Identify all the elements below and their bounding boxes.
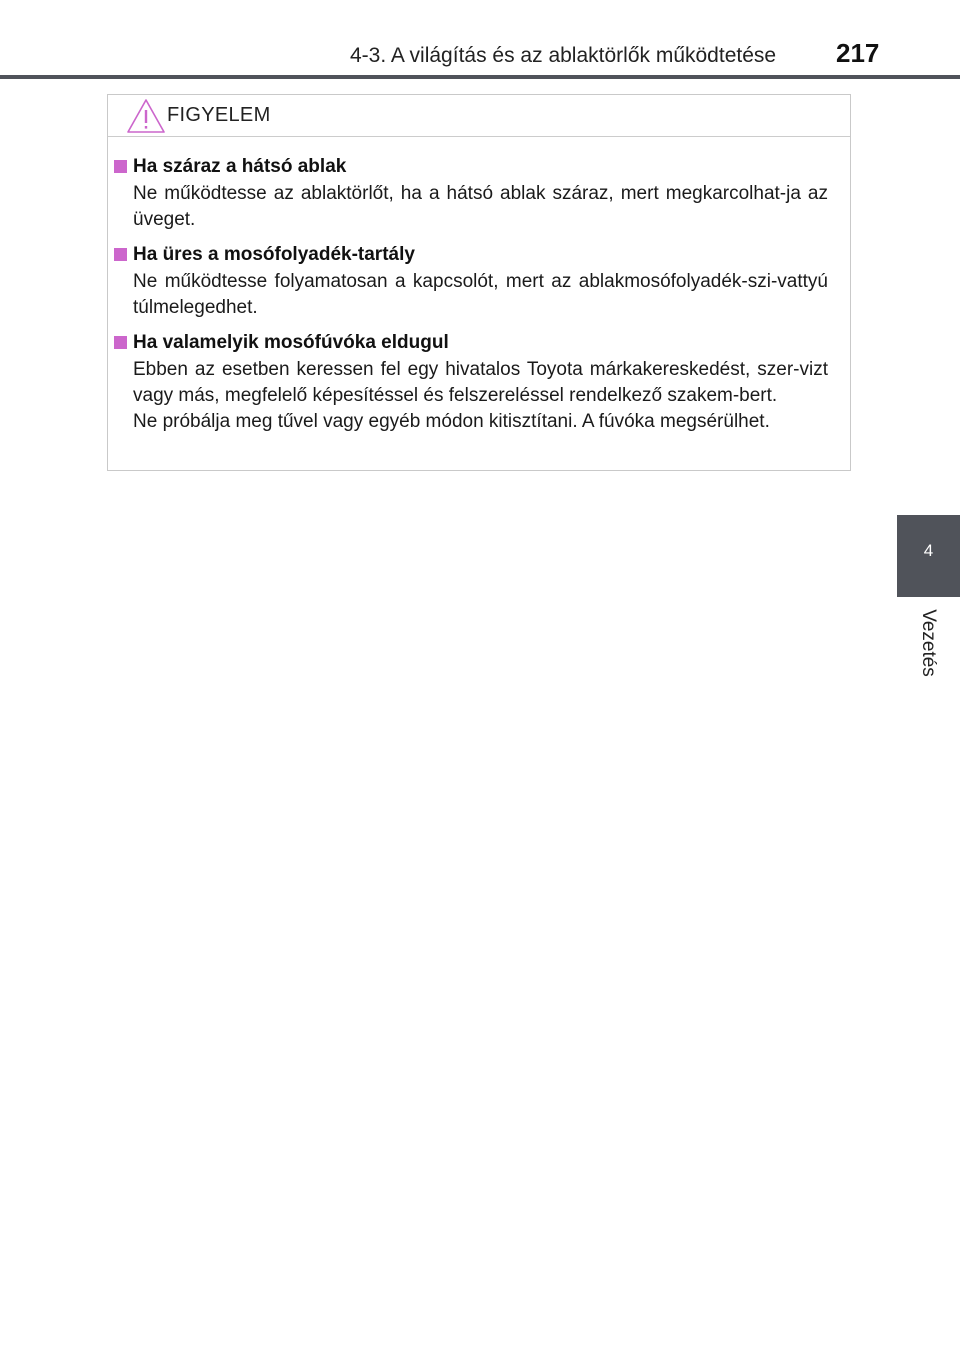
item-paragraph: Ebben az esetben keressen fel egy hivatalos Toyota márkakereskedést, szer-vizt vagy más, megfelelő képesítéssel és felszereléssel rendelkező szakem-bert. — [133, 359, 828, 406]
chapter-number: 4 — [923, 541, 934, 560]
chapter-tab[interactable] — [897, 515, 960, 597]
section-title: 4-3. A világítás és az ablaktörlők működtetése — [350, 44, 777, 67]
page-number: 217 — [836, 38, 880, 68]
item-paragraph: Ne működtesse folyamatosan a kapcsolót, mert az ablakmosófolyadék-szi-vattyú túlmelegedhet. — [133, 271, 828, 318]
warning-triangle-icon — [126, 98, 166, 134]
header-divider — [0, 75, 960, 79]
warning-item — [114, 241, 828, 321]
item-heading-text: Ha üres a mosófolyadék-tartály — [133, 244, 415, 265]
bullet-square-icon — [114, 336, 127, 349]
warning-body — [108, 137, 850, 435]
item-heading — [114, 329, 828, 357]
warning-item — [114, 329, 828, 435]
bullet-square-icon — [114, 160, 127, 173]
bullet-square-icon — [114, 248, 127, 261]
item-heading-text: Ha száraz a hátsó ablak — [133, 156, 347, 177]
item-heading-text: Ha valamelyik mosófúvóka eldugul — [133, 332, 449, 353]
warning-box — [107, 94, 851, 471]
item-paragraph: Ne működtesse az ablaktörlőt, ha a hátsó ablak száraz, mert megkarcolhat-ja az üveget. — [133, 183, 828, 230]
item-heading — [114, 153, 828, 181]
warning-item — [114, 153, 828, 233]
warning-label: FIGYELEM — [167, 104, 271, 126]
chapter-label: Vezetés — [918, 609, 939, 677]
item-paragraph: Ne próbálja meg tűvel vagy egyéb módon kitisztítani. A fúvóka megsérülhet. — [133, 411, 770, 432]
warning-header — [108, 95, 850, 137]
item-heading — [114, 241, 828, 269]
